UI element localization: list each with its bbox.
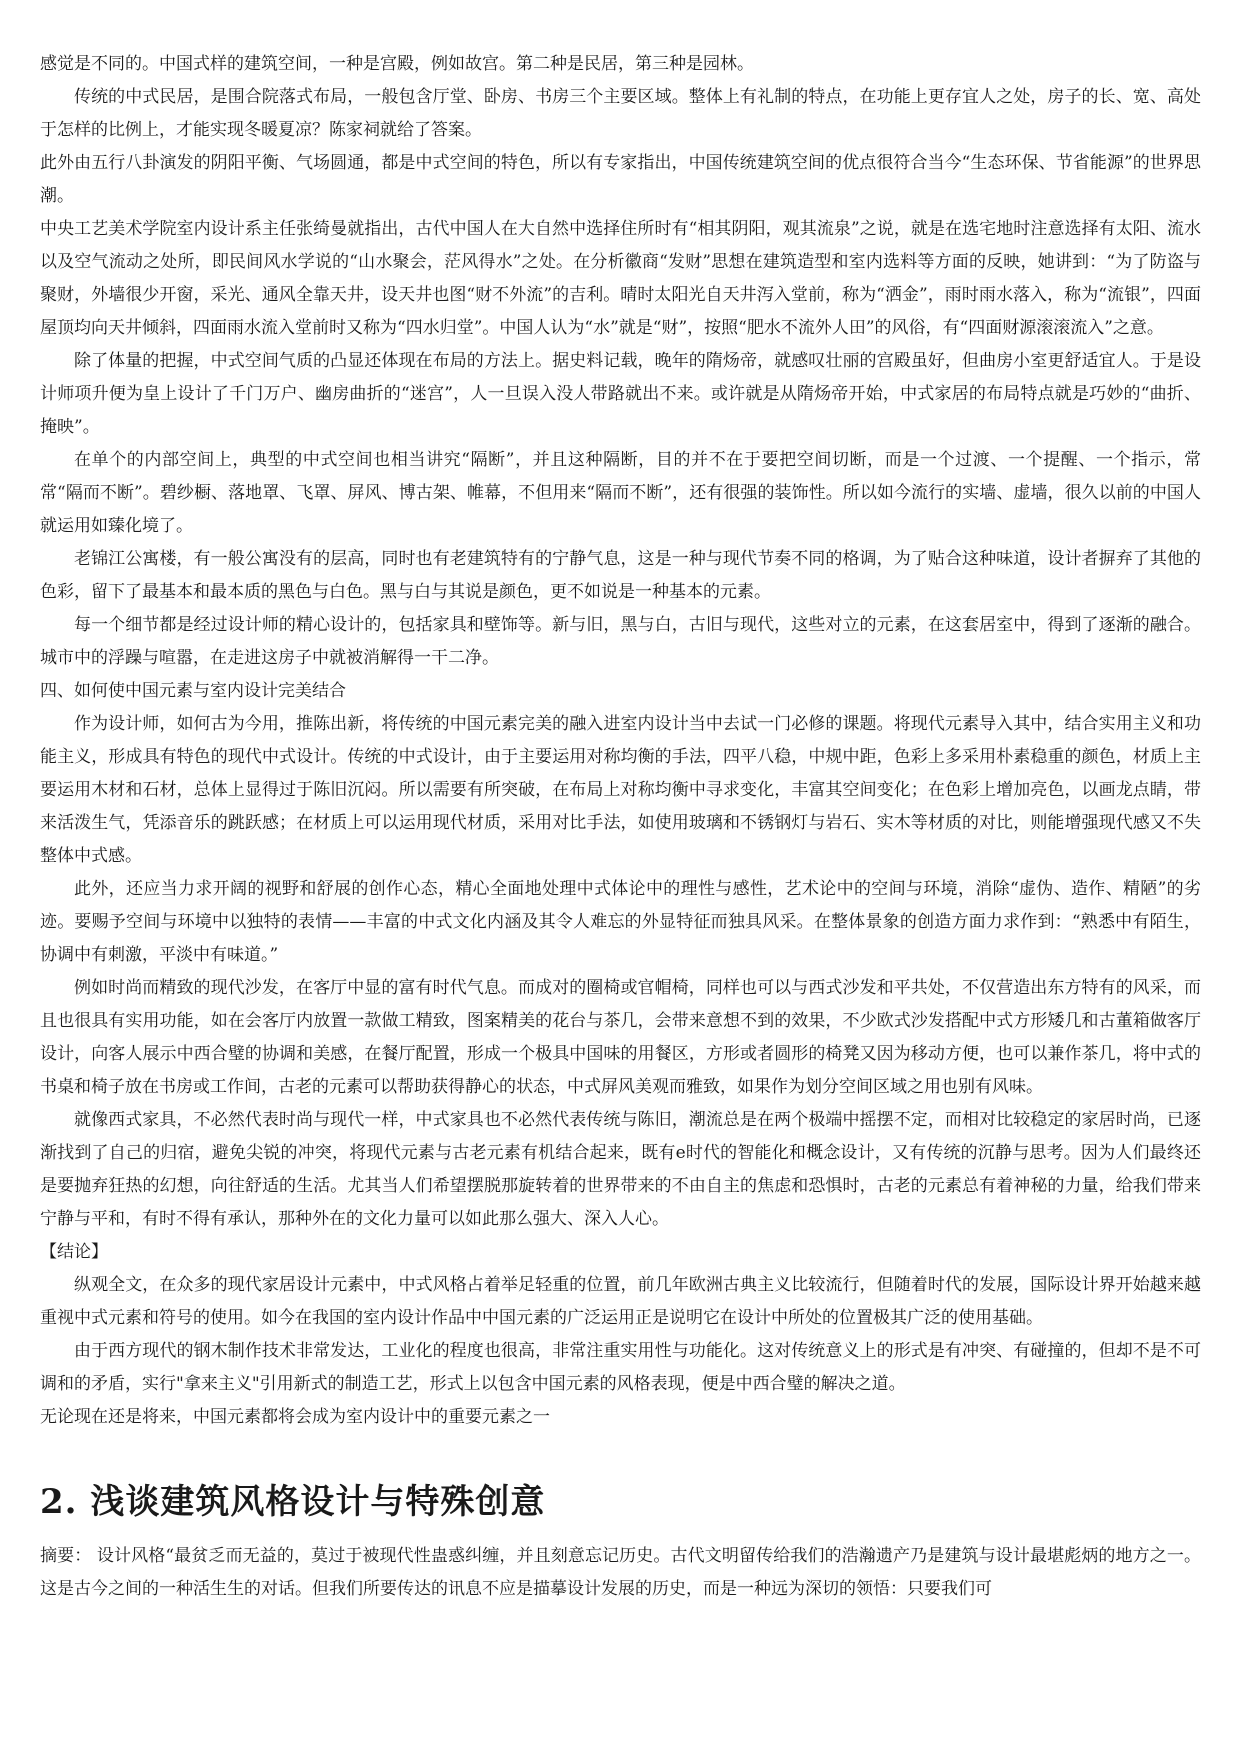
paragraph: 纵观全文，在众多的现代家居设计元素中，中式风格占着举足轻重的位置，前几年欧洲古典主义比较流行，但随着时代的发展，国际设计界开始越来越重视中式元素和符号的使用。如今在我国的室内设计作品中中国元素的广泛运用正是说明它在设计中所处的位置极其广泛的使用基础。 xyxy=(40,1275,1201,1328)
paragraph: 除了体量的把握，中式空间气质的凸显还体现在布局的方法上。据史料记载，晚年的隋炀帝，就感叹壮丽的宫殿虽好，但曲房小室更舒适宜人。于是设计师项升便为皇上设计了千门万户、幽房曲折的“迷宫”，人一旦误入没人带路就出不来。或许就是从隋炀帝开始，中式家居的布局特点就是巧妙的“曲折、掩映”。 xyxy=(40,351,1201,437)
abstract-text: 设计风格“最贫乏而无益的，莫过于被现代性蛊惑纠缠，并且刻意忘记历史。古代文明留传给我们的浩瀚遗产乃是建筑与设计最堪彪炳的地方之一。这是古今之间的一种活生生的对话。但我们所要传达的讯息不应是描摹设计发展的历史，而是一种远为深切的领悟：只要我们可 xyxy=(40,1546,1202,1599)
paragraph: 每一个细节都是经过设计师的精心设计的，包括家具和壁饰等。新与旧，黑与白，古旧与现代，这些对立的元素，在这套居室中，得到了逐渐的融合。城市中的浮躁与喧嚣，在走进这房子中就被消解得一干二净。 xyxy=(40,615,1201,668)
paragraph: 此外由五行八卦演发的阴阳平衡、气场圆通，都是中式空间的特色，所以有专家指出，中国传统建筑空间的优点很符合当今“生态环保、节省能源”的世界思潮。 xyxy=(40,153,1201,206)
paragraph: 作为设计师，如何古为今用，推陈出新，将传统的中国元素完美的融入进室内设计当中去试一门必修的课题。将现代元素导入其中，结合实用主义和功能主义，形成具有特色的现代中式设计。传统的中式设计，由于主要运用对称均衡的手法，四平八稳，中规中距，色彩上多采用朴素稳重的颜色，材质上主要运用木材和石材，总体上显得过于陈旧沉闷。所以需要有所突破，在布局上对称均衡中寻求变化，丰富其空间变化；在色彩上增加亮色，以画龙点睛，带来活泼生气，凭添音乐的跳跃感；在材质上可以运用现代材质，采用对比手法，如使用玻璃和不锈钢灯与岩石、实木等材质的对比，则能增强现代感又不失整体中式感。 xyxy=(40,714,1201,866)
paragraph: 在单个的内部空间上，典型的中式空间也相当讲究“隔断”，并且这种隔断，目的并不在于要把空间切断，而是一个过渡、一个提醒、一个指示，常常“隔而不断”。碧纱橱、落地罩、飞罩、屏风、博古架、帷幕，不但用来“隔而不断”，还有很强的装饰性。所以如今流行的实墙、虚墙，很久以前的中国人就运用如臻化境了。 xyxy=(40,450,1201,536)
paragraph: 此外，还应当力求开阔的视野和舒展的创作心态，精心全面地处理中式体论中的理性与感性，艺术论中的空间与环境，消除“虚伪、造作、精陋”的劣迹。要赐予空间与环境中以独特的表情——丰富的中式文化内涵及其令人难忘的外显特征而独具风采。在整体景象的创造方面力求作到：“熟悉中有陌生，协调中有刺激，平淡中有味道。” xyxy=(40,879,1201,965)
paragraph: 老锦江公寓楼，有一般公寓没有的层高，同时也有老建筑特有的宁静气息，这是一种与现代节奏不同的格调，为了贴合这种味道，设计者摒弃了其他的色彩，留下了最基本和最本质的黑色与白色。黑与白与其说是颜色，更不如说是一种基本的元素。 xyxy=(40,549,1201,602)
conclusion-label: 【结论】 xyxy=(40,1242,108,1262)
subsection-heading: 四、如何使中国元素与室内设计完美结合 xyxy=(40,681,346,701)
paragraph: 传统的中式民居，是围合院落式布局，一般包含厅堂、卧房、书房三个主要区域。整体上有礼制的特点，在功能上更存宜人之处，房子的长、宽、高处于怎样的比例上，才能实现冬暖夏凉？陈家祠就给了答案。 xyxy=(40,87,1201,140)
section-heading: 2. 浅谈建筑风格设计与特殊创意 xyxy=(40,1482,546,1522)
body-text xyxy=(40,48,1201,1434)
paragraph: 例如时尚而精致的现代沙发，在客厅中显的富有时代气息。而成对的圈椅或官帽椅，同样也可以与西式沙发和平共处，不仅营造出东方特有的风采，而且也很具有实用功能，如在会客厅内放置一款做工精致，图案精美的花台与茶几，会带来意想不到的效果，不少欧式沙发搭配中式方形矮几和古董箱做客厅设计，向客人展示中西合璧的协调和美感，在餐厅配置，形成一个极具中国味的用餐区，方形或者圆形的椅凳又因为移动方便，也可以兼作茶几，将中式的书桌和椅子放在书房或工作间，古老的元素可以帮助获得静心的状态，中式屏风美观而雅致，如果作为划分空间区域之用也别有风味。 xyxy=(40,978,1201,1097)
abstract-label: 摘要： xyxy=(40,1546,92,1566)
paragraph: 中央工艺美术学院室内设计系主任张绮曼就指出，古代中国人在大自然中选择住所时有“相其阴阳，观其流泉”之说，就是在选宅地时注意选择有太阳、流水以及空气流动之处所，即民间风水学说的“山水聚会，茫风得水”之处。在分析徽商“发财”思想在建筑造型和室内选料等方面的反映，她讲到：“为了防盗与聚财，外墙很少开窗，采光、通风全靠天井，设天井也图“财不外流”的吉利。晴时太阳光自天井泻入堂前，称为“洒金”，雨时雨水落入，称为“流银”，四面屋顶均向天井倾斜，四面雨水流入堂前时又称为“四水归堂”。中国人认为“水”就是“财”，按照“肥水不流外人田”的风俗，有“四面财源滚滚流入”之意。 xyxy=(40,219,1201,338)
paragraph: 感觉是不同的。中国式样的建筑空间，一种是宫殿，例如故宫。第二种是民居，第三种是园林。 xyxy=(40,54,754,74)
paragraph: 由于西方现代的钢木制作技术非常发达，工业化的程度也很高，非常注重实用性与功能化。这对传统意义上的形式是有冲突、有碰撞的，但却不是不可调和的矛盾，实行"拿来主义"引用新式的制造工艺，形式上以包含中国元素的风格表现，便是中西合璧的解决之道。 xyxy=(40,1341,1201,1394)
abstract xyxy=(40,1540,1201,1606)
paragraph: 无论现在还是将来，中国元素都将会成为室内设计中的重要元素之一 xyxy=(40,1407,550,1427)
paragraph: 就像西式家具，不必然代表时尚与现代一样，中式家具也不必然代表传统与陈旧，潮流总是在两个极端中摇摆不定，而相对比较稳定的家居时尚，已逐渐找到了自己的归宿，避免尖锐的冲突，将现代元素与古老元素有机结合起来，既有e时代的智能化和概念设计，又有传统的沉静与思考。因为人们最终还是要抛弃狂热的幻想，向往舒适的生活。尤其当人们希望摆脱那旋转着的世界带来的不由自主的焦虑和恐惧时，古老的元素总有着神秘的力量，给我们带来宁静与平和，有时不得有承认，那种外在的文化力量可以如此那么强大、深入人心。 xyxy=(40,1110,1201,1229)
